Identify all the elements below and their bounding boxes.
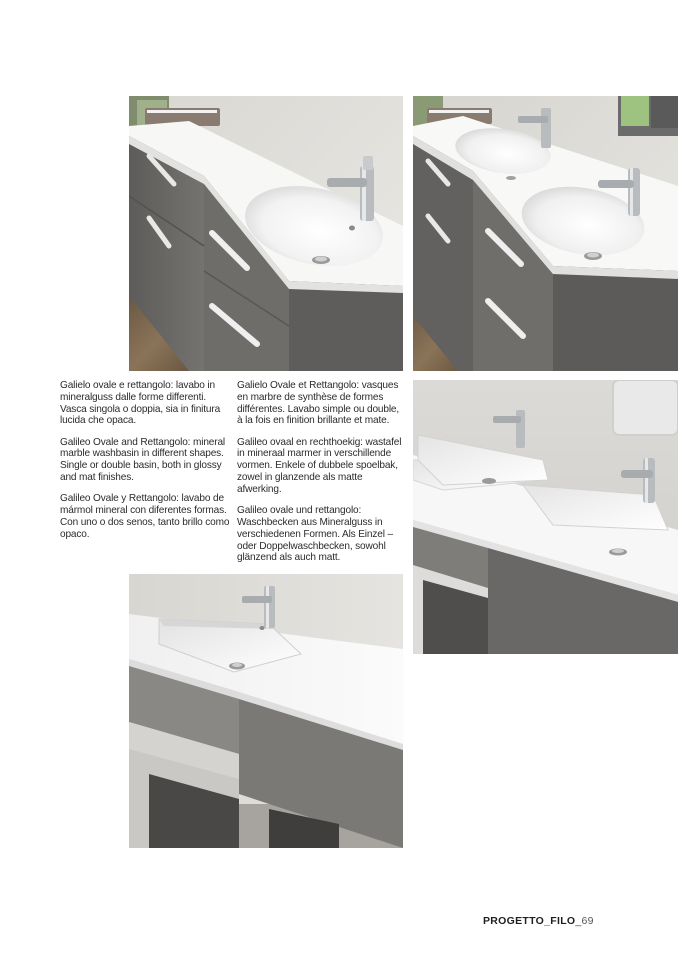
- caption-german: Galileo ovale und rettangolo: Waschbecken aus Mineralguss in verschiedenen Formen. Als Einzel – oder Doppelwaschbecken, sowohl glänzend als auch matt.: [237, 505, 393, 564]
- caption-spanish: Galileo Ovale y Rettangolo: lavabo de mármol mineral con diferentes formas. Con uno o dos senos, tanto brillo como opaco.: [60, 493, 230, 540]
- photo-single-rectangular-basin-image: [129, 574, 403, 848]
- photo-single-oval-basin-image: [129, 96, 403, 371]
- footer-separator: _: [575, 915, 582, 927]
- photo-double-oval-basin: [413, 96, 678, 371]
- page-footer: [483, 915, 594, 927]
- caption-column-left: [60, 380, 232, 550]
- page-number: 69: [581, 915, 594, 927]
- photo-double-rectangular-basin-image: [413, 380, 678, 654]
- photo-single-rectangular-basin: [129, 574, 403, 848]
- caption-english: Galileo Ovale and Rettangolo: mineral marble washbasin in different shapes. Single or double basin, both in glossy and mat finishes.: [60, 436, 226, 484]
- caption-italian: Galielo ovale e rettangolo: lavabo in mineralguss dalle forme differenti. Vasca singola o doppia, sia in finitura lucida che opaca.: [60, 380, 221, 427]
- caption-french: Galielo Ovale et Rettangolo: vasques en marbre de synthèse de formes différentes. Lavabo simple ou double, à la fois en finition brillante et mate.: [237, 380, 400, 427]
- photo-single-oval-basin: [129, 96, 403, 371]
- footer-brand: PROGETTO_FILO: [483, 915, 576, 927]
- photo-double-oval-basin-image: [413, 96, 678, 371]
- caption-dutch: Galileo ovaal en rechthoekig: wastafel in mineraal marmer in verschillende vormen. Enkele of dubbele spoelbak, zowel in glanzende als matte afwerking.: [237, 436, 402, 495]
- caption-column-right: [237, 380, 405, 574]
- photo-double-rectangular-basin: [413, 380, 678, 654]
